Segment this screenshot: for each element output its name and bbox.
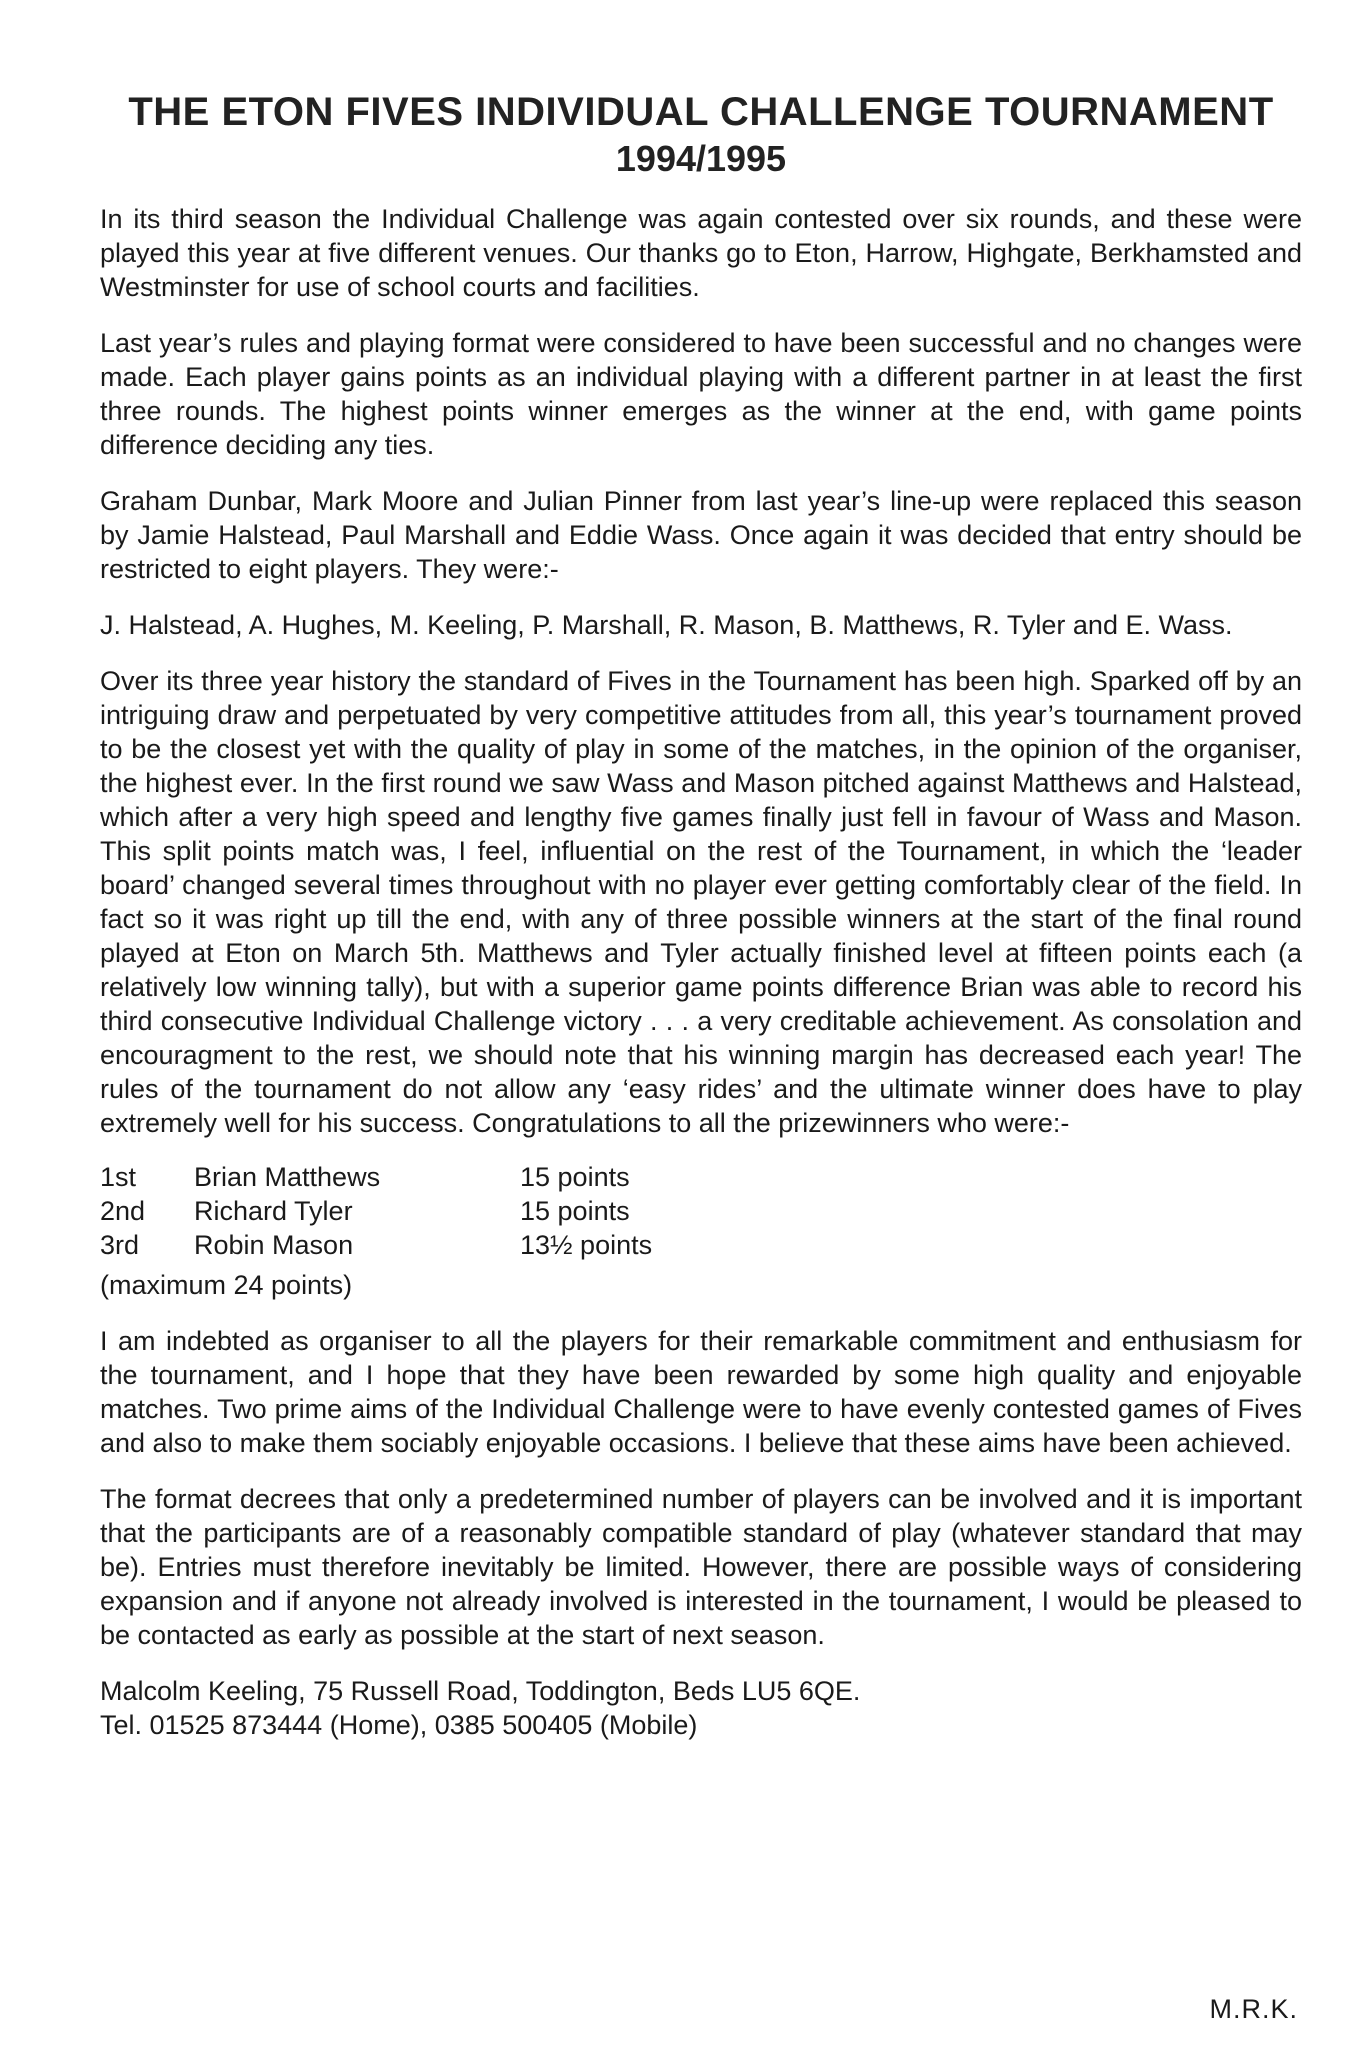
result-position: 2nd <box>100 1196 146 1226</box>
result-name: Robin Mason <box>194 1230 354 1260</box>
paragraph-lineup: Graham Dunbar, Mark Moore and Julian Pinner from last year’s line-up were replaced this season by Jamie Halstead, Paul Marshall and Eddie Wass. Once again it was decided that entry should be restricted to eight players. They were:- <box>100 486 1302 584</box>
result-position: 3rd <box>100 1230 140 1260</box>
contact-address: Malcolm Keeling, 75 Russell Road, Toddington, Beds LU5 6QE. <box>100 1676 861 1706</box>
paragraph-format: The format decrees that only a predetermined number of players can be involved and it is important that the participants are of a reasonably compatible standard of play (whatever standard that may be). Entries must therefore inevitably be limited. However, there are possible ways of considering expansion and if anyone not already involved is interested in the tournament, I would be pleased to be contacted as early as possible at the start of next season. <box>100 1484 1302 1650</box>
paragraph-rules: Last year’s rules and playing format were considered to have been successful and no changes were made. Each player gains points as an individual playing with a different partner in at least the first three rounds. The highest points winner emerges as the winner at the end, with game points difference deciding any ties. <box>100 328 1302 460</box>
table-row <box>100 1160 760 1194</box>
contact-phone: Tel. 01525 873444 (Home), 0385 500405 (Mobile) <box>100 1710 698 1740</box>
paragraph-thanks: I am indebted as organiser to all the players for their remarkable commitment and enthusiasm for the tournament, and I hope that they have been rewarded by some high quality and enjoyable matches. Two prime aims of the Individual Challenge were to have evenly contested games of Fives and also to make them sociably enjoyable occasions. I believe that these aims have been achieved. <box>100 1326 1302 1458</box>
table-row <box>100 1194 760 1228</box>
paragraph-history: Over its three year history the standard of Fives in the Tournament has been high. Sparked off by an intriguing draw and perpetuated by very competitive attitudes from all, this year’s tournament proved to be the closest yet with the quality of play in some of the matches, in the opinion of the organiser, the highest ever. In the first round we saw Wass and Mason pitched against Matthews and Halstead, which after a very high speed and lengthy five games finally just fell in favour of Wass and Mason. This split points match was, I feel, influential on the rest of the Tournament, in which the ‘leader board’ changed several times throughout with no player ever getting comfortably clear of the field. In fact so it was right up till the end, with any of three possible winners at the start of the final round played at Eton on March 5th. Matthews and Tyler actually finished level at fifteen points each (a relatively low winning tally), but with a superior game points difference Brian was able to record his third consecutive Individual Challenge victory . . . a very creditable achievement. As consolation and encouragment to the rest, we should note that his winning margin has decreased each year! The rules of the tournament do not allow any ‘easy rides’ and the ultimate winner does have to play extremely well for his success. Congratulations to all the prizewinners who were:- <box>100 666 1302 1138</box>
document-title: THE ETON FIVES INDIVIDUAL CHALLENGE TOURNAMENT <box>128 90 1274 134</box>
paragraph-players: J. Halstead, A. Hughes, M. Keeling, P. Marshall, R. Mason, B. Matthews, R. Tyler and E. Wass. <box>100 610 1233 640</box>
result-points: 13½ points <box>520 1230 653 1260</box>
paragraph-venues: In its third season the Individual Challenge was again contested over six rounds, and these were played this year at five different venues. Our thanks go to Eton, Harrow, Highgate, Berkhamsted and Westminster for use of school courts and facilities. <box>100 204 1302 302</box>
result-name: Richard Tyler <box>194 1196 353 1226</box>
result-position: 1st <box>100 1162 137 1192</box>
result-name: Brian Matthews <box>194 1162 381 1192</box>
maximum-points-note: (maximum 24 points) <box>100 1270 353 1300</box>
table-row <box>100 1228 760 1262</box>
result-points: 15 points <box>520 1196 630 1226</box>
result-points: 15 points <box>520 1162 630 1192</box>
author-initials: M.R.K. <box>1209 1994 1298 2024</box>
document-subtitle: 1994/1995 <box>615 138 787 179</box>
results-table <box>100 1160 760 1262</box>
